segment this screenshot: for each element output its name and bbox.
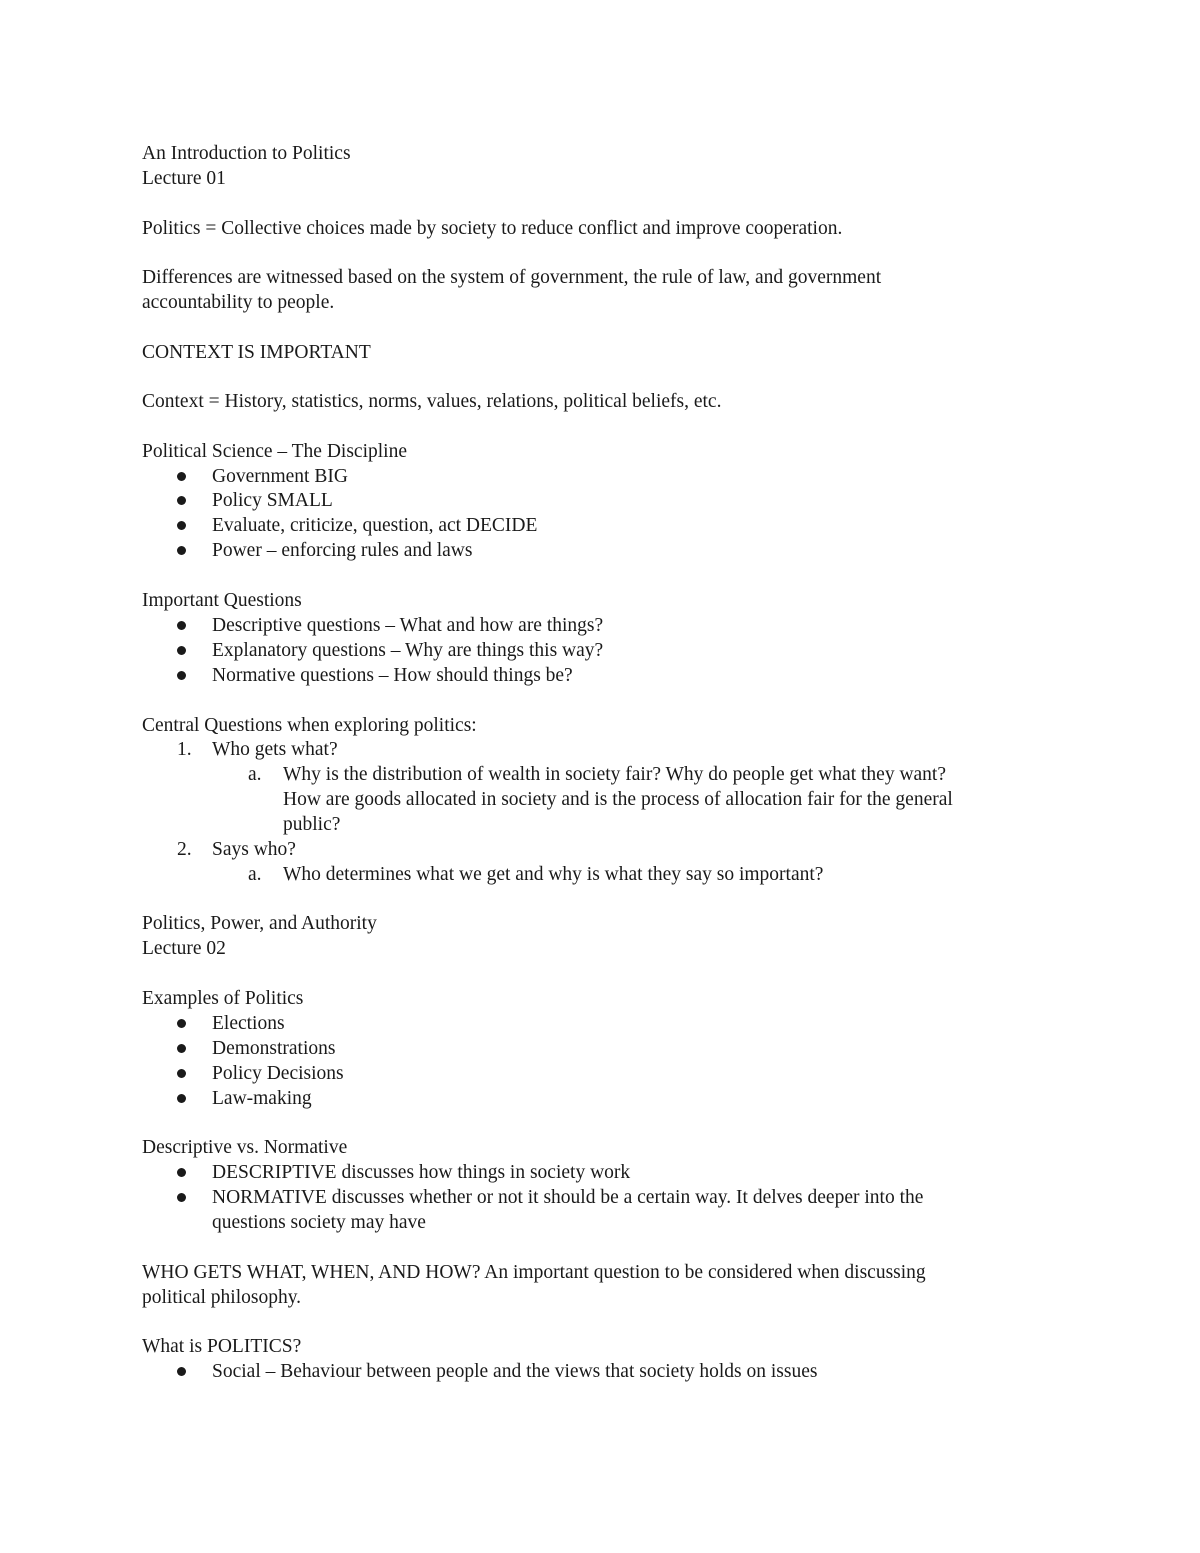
bullet-icon — [177, 646, 186, 655]
list-item: Law-making — [212, 1088, 312, 1109]
list-item: Government BIG — [212, 466, 348, 487]
important-questions-heading: Important Questions — [142, 590, 302, 611]
list-item: Power – enforcing rules and laws — [212, 540, 473, 561]
list-item-continuation: questions society may have — [212, 1212, 426, 1233]
list-item: NORMATIVE discusses whether or not it should be a certain way. It delves deeper into the — [212, 1187, 924, 1208]
sub-list-item: Why is the distribution of wealth in society fair? Why do people get what they want? — [283, 764, 947, 785]
desc-vs-norm-heading: Descriptive vs. Normative — [142, 1137, 348, 1158]
bullet-icon — [177, 546, 186, 555]
examples-heading: Examples of Politics — [142, 988, 304, 1009]
bullet-icon — [177, 496, 186, 505]
bullet-icon — [177, 1069, 186, 1078]
list-item: Who gets what? — [212, 739, 338, 760]
bullet-icon — [177, 621, 186, 630]
list-letter: a. — [248, 764, 262, 785]
sub-list-item: public? — [283, 814, 341, 835]
bullet-icon — [177, 1193, 186, 1202]
sub-list-item: Who determines what we get and why is what they say so important? — [283, 864, 824, 885]
list-item: Demonstrations — [212, 1038, 336, 1059]
list-item: Explanatory questions – Why are things this way? — [212, 640, 604, 661]
context-definition: Context = History, statistics, norms, values, relations, political beliefs, etc. — [142, 391, 722, 412]
list-item: Policy Decisions — [212, 1063, 344, 1084]
list-item: Policy SMALL — [212, 490, 333, 511]
context-heading: CONTEXT IS IMPORTANT — [142, 342, 371, 363]
politics-definition: Politics = Collective choices made by society to reduce conflict and improve cooperation. — [142, 218, 843, 239]
list-item: Normative questions – How should things be? — [212, 665, 573, 686]
bullet-icon — [177, 472, 186, 481]
who-gets-line: WHO GETS WHAT, WHEN, AND HOW? An important question to be considered when discussing — [142, 1262, 926, 1283]
who-gets-line: political philosophy. — [142, 1287, 302, 1308]
list-number: 2. — [177, 839, 192, 860]
list-letter: a. — [248, 864, 262, 885]
list-number: 1. — [177, 739, 192, 760]
sub-list-item: How are goods allocated in society and is the process of allocation fair for the general — [283, 789, 953, 810]
list-item: Social – Behaviour between people and the views that society holds on issues — [212, 1361, 818, 1382]
bullet-icon — [177, 1367, 186, 1376]
central-questions-heading: Central Questions when exploring politics: — [142, 715, 477, 736]
differences-line: Differences are witnessed based on the system of government, the rule of law, and government — [142, 267, 882, 288]
bullet-icon — [177, 1019, 186, 1028]
what-is-politics-heading: What is POLITICS? — [142, 1336, 302, 1357]
lecture-1-number: Lecture 01 — [142, 168, 226, 189]
bullet-icon — [177, 1168, 186, 1177]
bullet-icon — [177, 1044, 186, 1053]
differences-line: accountability to people. — [142, 292, 335, 313]
list-item: Evaluate, criticize, question, act DECIDE — [212, 515, 538, 536]
lecture-2-title: Politics, Power, and Authority — [142, 913, 377, 934]
list-item: DESCRIPTIVE discusses how things in society work — [212, 1162, 631, 1183]
bullet-icon — [177, 521, 186, 530]
list-item: Descriptive questions – What and how are things? — [212, 615, 604, 636]
list-item: Says who? — [212, 839, 296, 860]
lecture-1-title: An Introduction to Politics — [142, 143, 351, 164]
discipline-heading: Political Science – The Discipline — [142, 441, 407, 462]
lecture-2-number: Lecture 02 — [142, 938, 226, 959]
bullet-icon — [177, 671, 186, 680]
list-item: Elections — [212, 1013, 285, 1034]
bullet-icon — [177, 1094, 186, 1103]
